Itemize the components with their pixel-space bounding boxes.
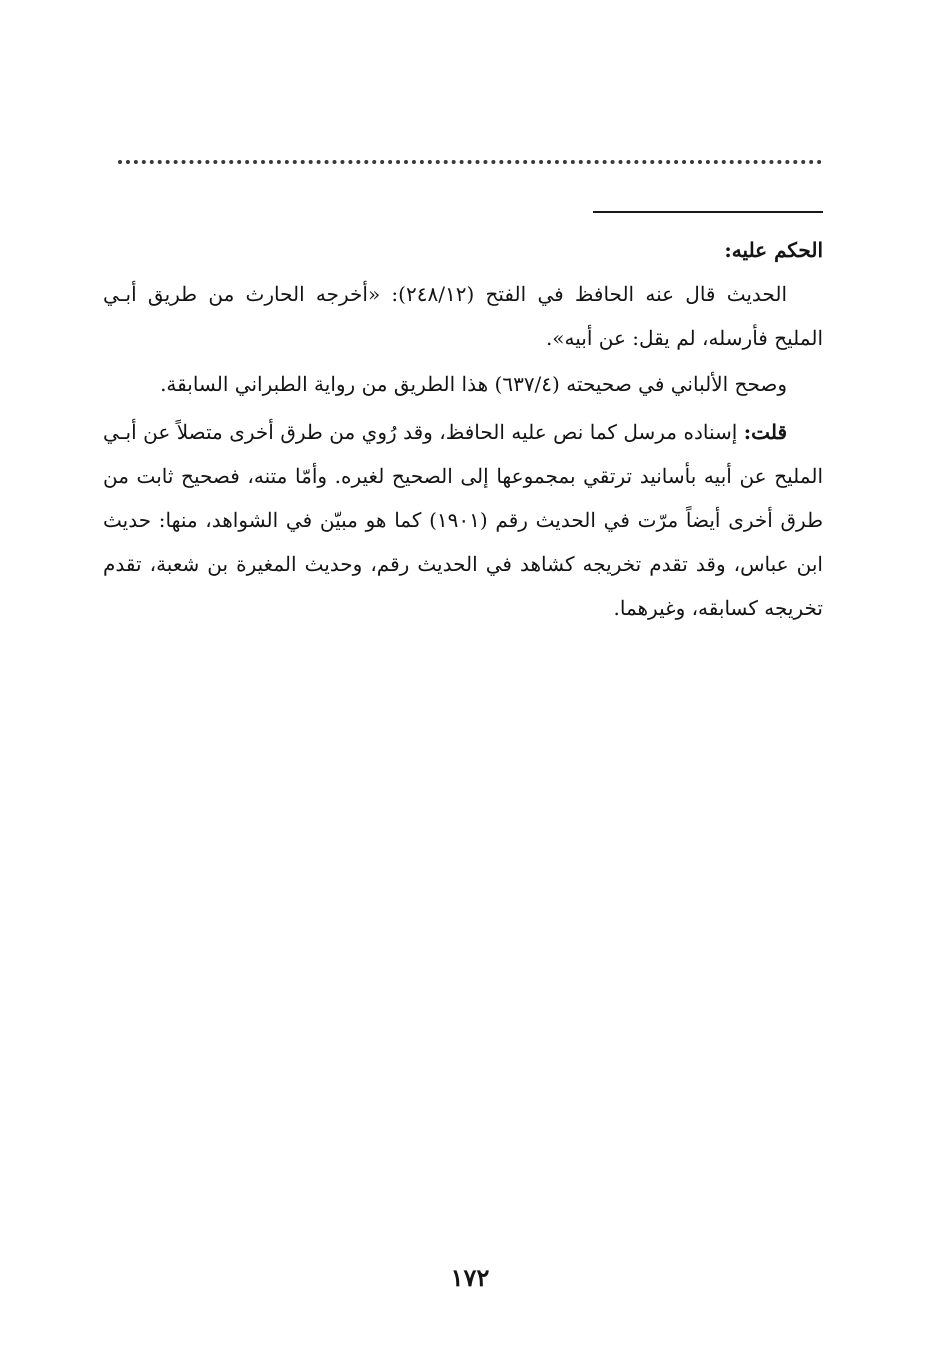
main-text-block [103,228,823,632]
page-number: ١٧٢ [450,1263,490,1292]
paragraph-author-note [103,410,823,630]
section-heading: الحكم عليه: [724,238,823,262]
footnote-rule [593,211,823,213]
paragraph-author-note-body: إسناده مرسل كما نص عليه الحافظ، وقد رُوي من طرق أخرى متصلاً عن أبـي المليح عن أبيه بأسانيد ترتقي بمجموعها إلى الصحيح لغيره. وأمّا متنه، فصحيح ثابت من طرق أخرى أيضاً مرّت في الحديث رقم (١٩٠١) كما هو مبيّن في الشواهد، منها: حديث ابن عباس، وقد تقدم تخريجه كشاهد في الحديث رقم، وحديث المغيرة بن شعبة، تقدم تخريجه كسابقه، وغيرهما. [103,420,823,620]
paragraph-hafiz-quote: الحديث قال عنه الحافظ في الفتح (٢٤٨/١٢): «أخرجه الحارث من طريق أبـي المليح فأرسله، لم يقل: عن أبيه». [103,282,823,350]
paragraph-lead-word: قلت: [743,420,787,444]
dotted-separator [118,160,822,164]
paragraph-albani: وصحح الألباني في صحيحته (٦٣٧/٤) هذا الطريق من رواية الطبراني السابقة. [160,372,787,396]
